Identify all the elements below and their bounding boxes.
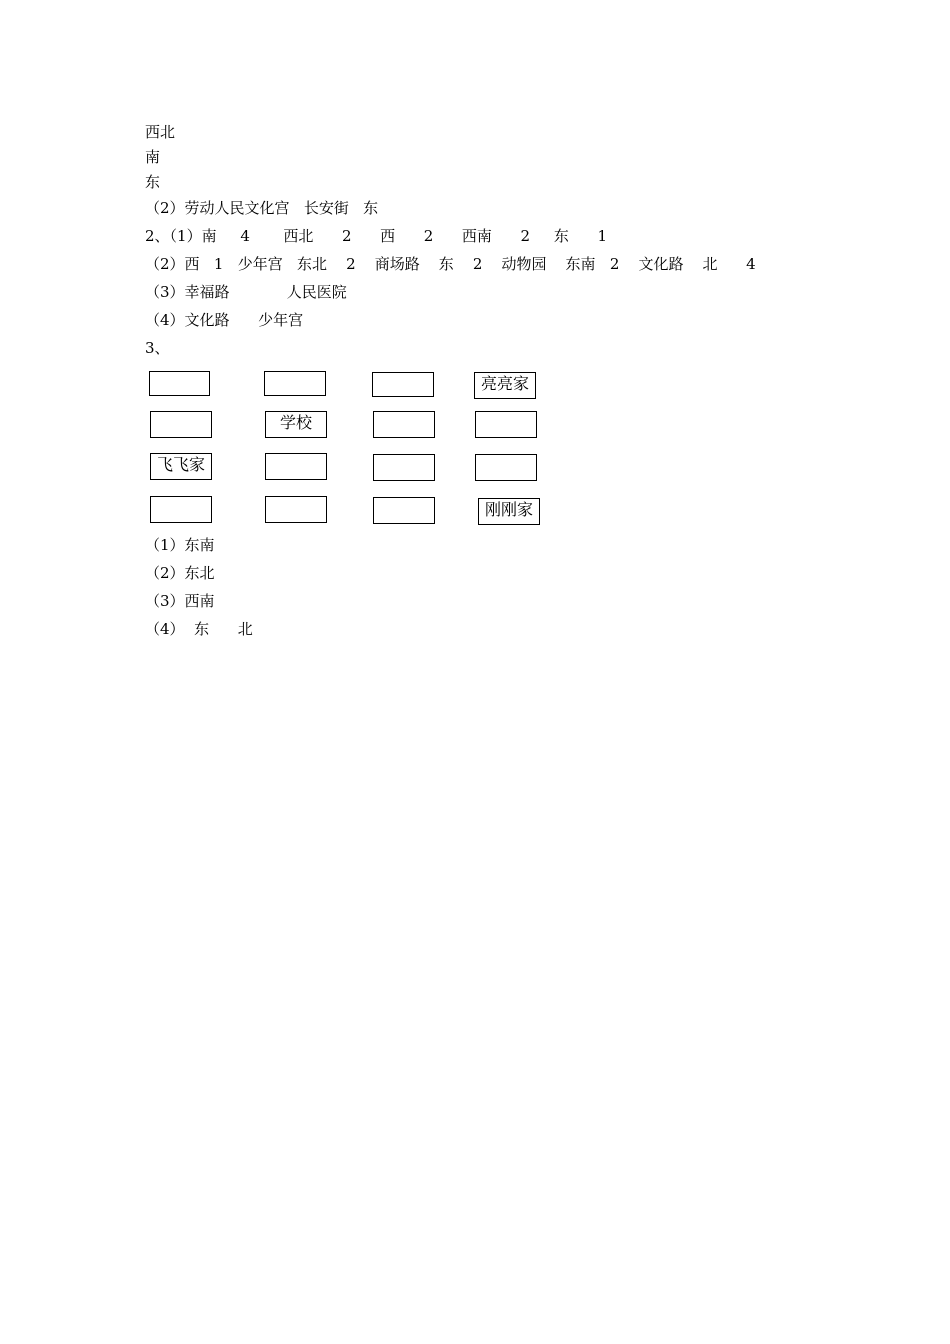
grid-box xyxy=(373,454,435,481)
answer-line: （2）劳动人民文化宫 长安街 东 xyxy=(145,199,379,217)
answer-line: 南 xyxy=(145,148,161,166)
grid-box xyxy=(475,411,537,438)
grid-box xyxy=(265,496,327,523)
answer-line: （1）东南 xyxy=(145,536,215,554)
answer-line: 西北 xyxy=(145,123,176,141)
answer-line: （3）西南 xyxy=(145,592,215,610)
grid-box xyxy=(265,453,327,480)
feifei-home-box: 飞飞家 xyxy=(150,453,212,480)
grid-box xyxy=(372,372,434,397)
answer-line: 东 xyxy=(145,173,161,191)
answer-line: （4） 东 北 xyxy=(145,620,253,638)
grid-box xyxy=(150,411,212,438)
answer-line: （4）文化路 少年宫 xyxy=(145,311,304,329)
answer-line: （3）幸福路 人民医院 xyxy=(145,283,347,301)
answer-line: 3、 xyxy=(145,339,170,357)
answer-line: 2、（1）南 4 西北 2 西 2 西南 2 东 1 xyxy=(145,227,608,245)
grid-box xyxy=(264,371,326,396)
grid-box xyxy=(373,411,435,438)
grid-box xyxy=(475,454,537,481)
school-box: 学校 xyxy=(265,411,327,438)
answer-line: （2）东北 xyxy=(145,564,215,582)
liangliang-home-box: 亮亮家 xyxy=(474,372,536,399)
grid-box xyxy=(150,496,212,523)
grid-box xyxy=(373,497,435,524)
ganggang-home-box: 刚刚家 xyxy=(478,498,540,525)
grid-box xyxy=(149,371,210,396)
answer-line: （2）西 1 少年宫 东北 2 商场路 东 2 动物园 东南 2 文化路 北 4 xyxy=(145,255,756,273)
